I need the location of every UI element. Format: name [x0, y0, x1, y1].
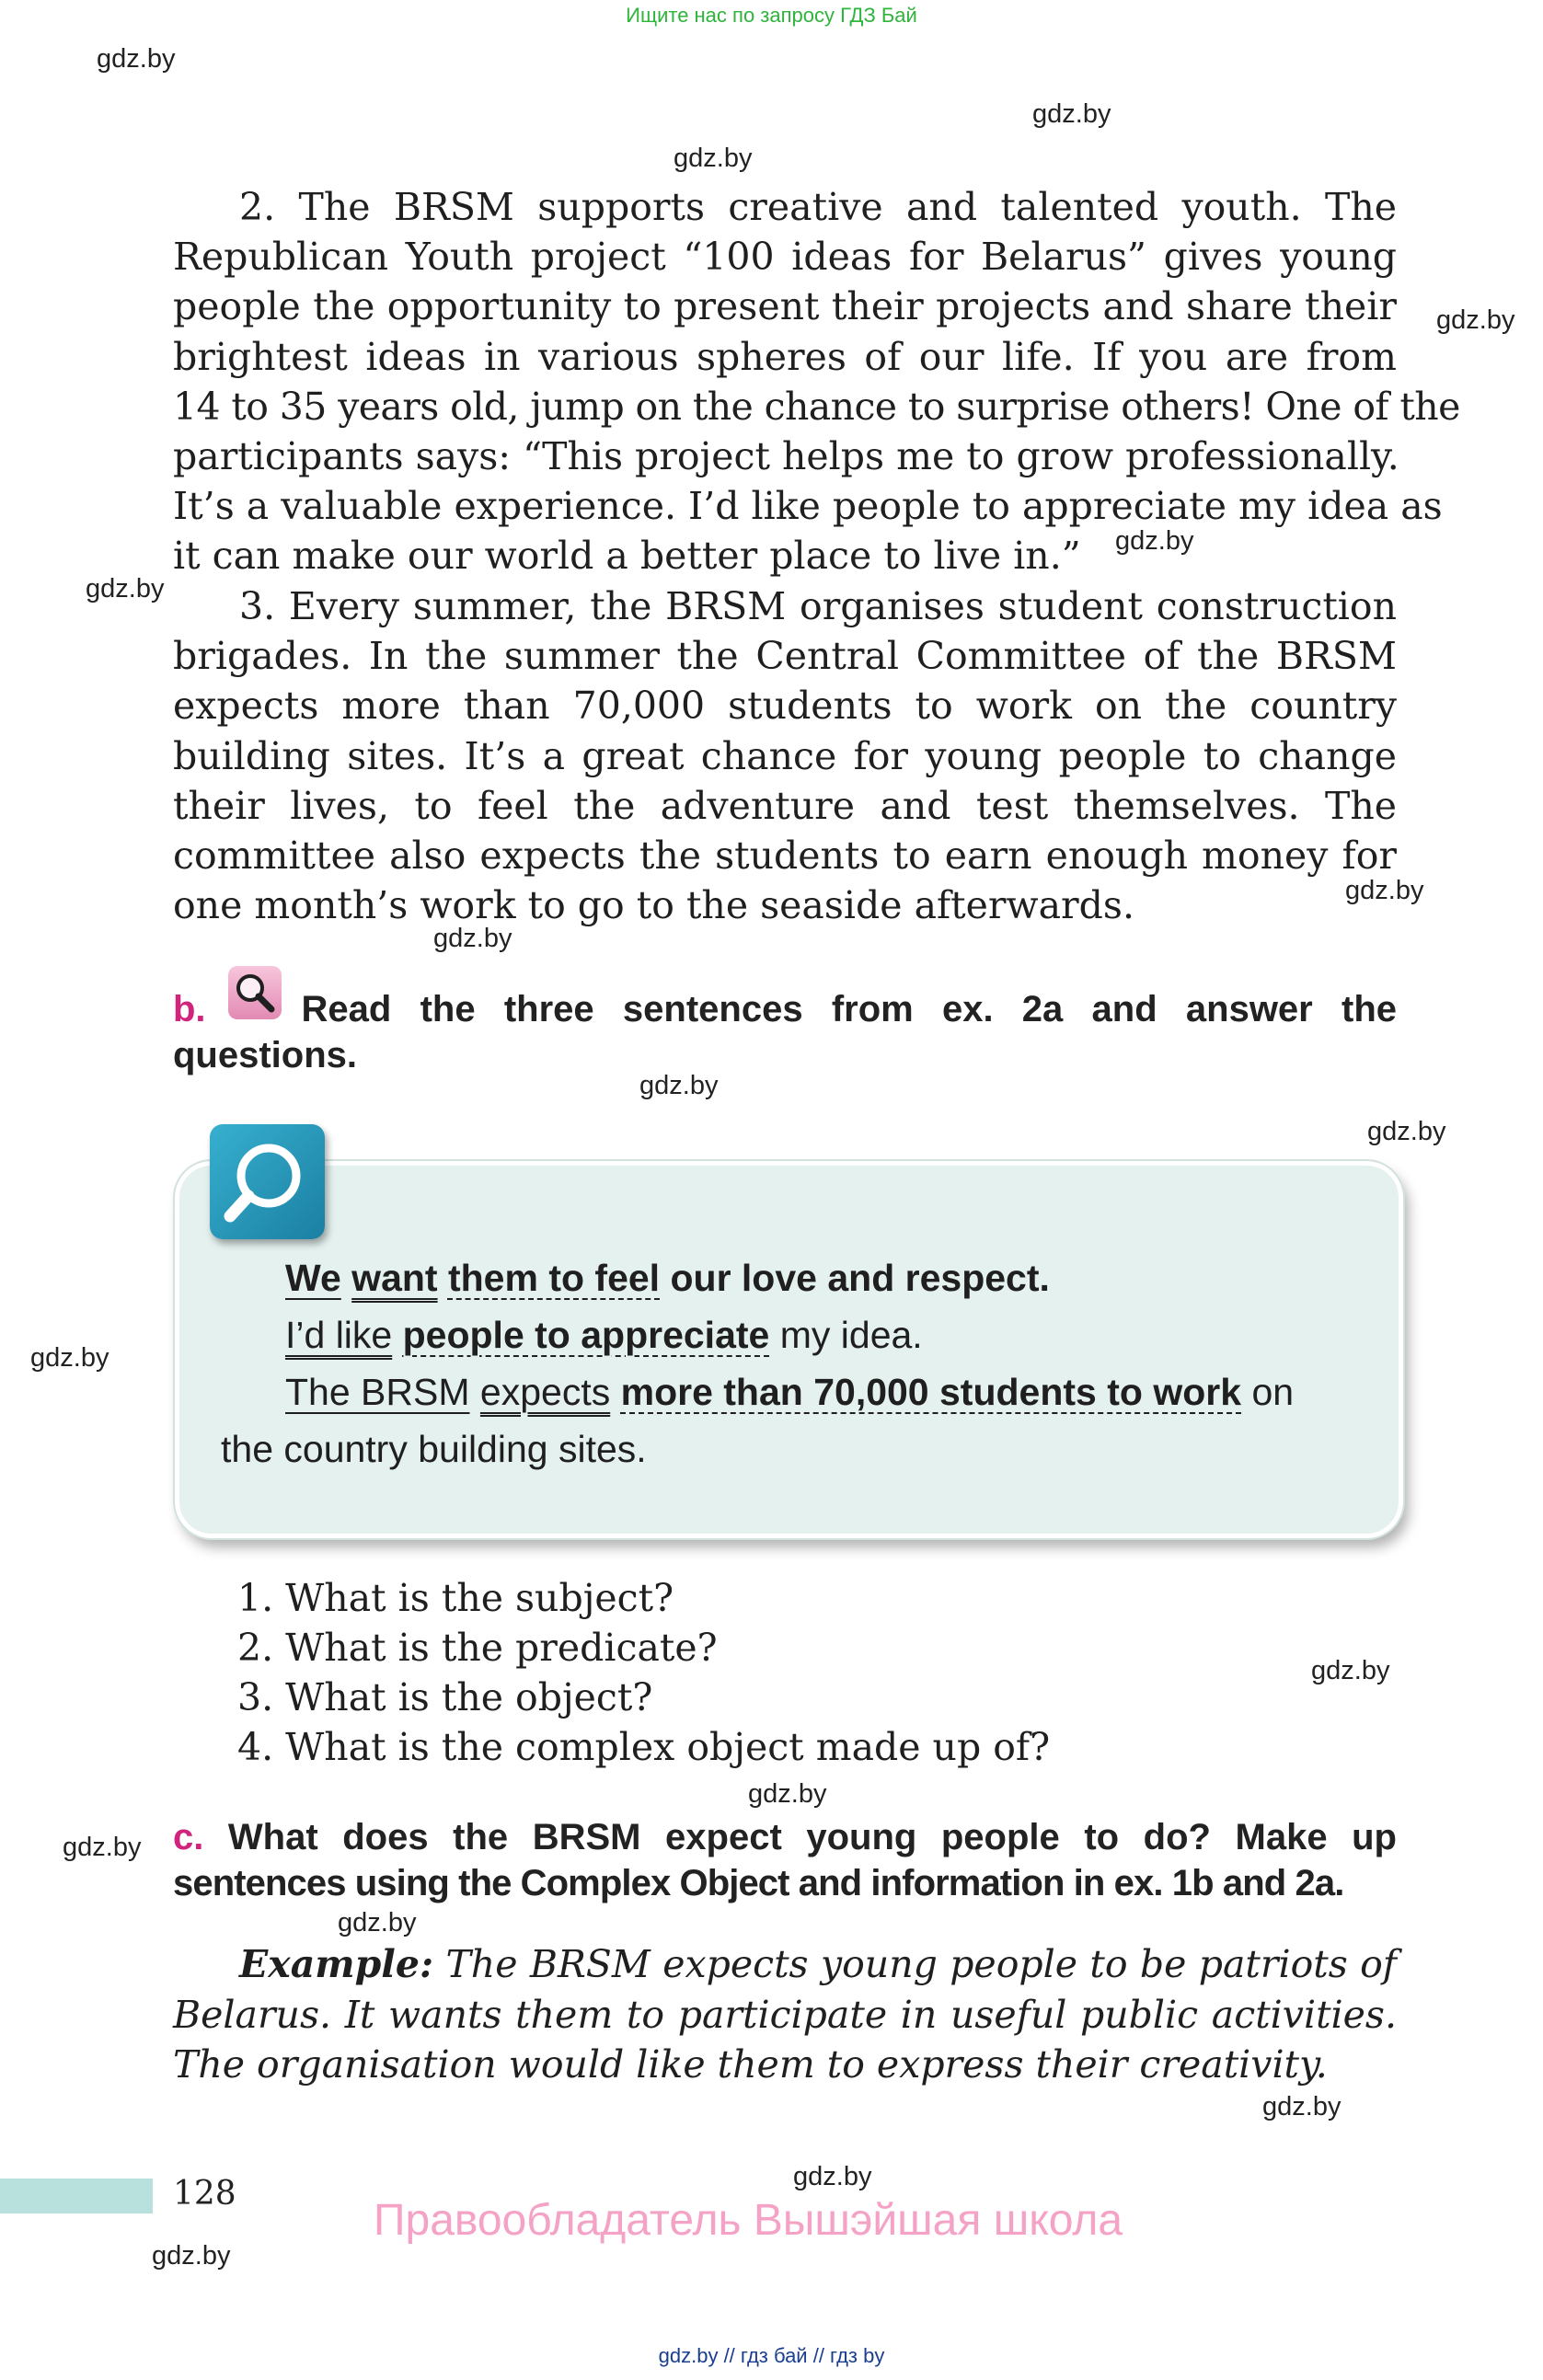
- object: them to feel: [447, 1257, 661, 1299]
- text-line: brigades. In the summer the Central Committee of the BRSM: [173, 634, 1397, 679]
- example-text: The BRSM expects young people to be patriots of: [445, 1942, 1397, 1986]
- task-b-line: questions.: [173, 1035, 358, 1075]
- task-b: [173, 986, 1397, 1078]
- rule-sentence-3-cont: the country building sites.: [221, 1428, 647, 1470]
- question-2: 2. What is the predicate?: [237, 1626, 718, 1670]
- watermark: gdz.by: [748, 1779, 827, 1809]
- predicate: want: [351, 1257, 438, 1299]
- example-line: [173, 1939, 1397, 1990]
- task-c-text: What does the BRSM expect young people to do? Make up: [227, 1817, 1397, 1857]
- task-b-text: Read the three sentences from ex. 2a and answer the: [301, 989, 1397, 1029]
- sentence-rest: our love and respect.: [670, 1257, 1050, 1299]
- example-line: Belarus. It wants them to participate in useful public activities.: [173, 1992, 1397, 2037]
- watermark: gdz.by: [674, 144, 753, 173]
- text-line: committee also expects the students to earn enough money for: [173, 833, 1397, 878]
- task-letter: b.: [173, 989, 206, 1029]
- sentence-rest: my idea.: [779, 1314, 923, 1356]
- watermark: gdz.by: [639, 1071, 719, 1100]
- subject: The BRSM: [285, 1371, 470, 1413]
- watermark: gdz.by: [1311, 1656, 1390, 1685]
- watermark: gdz.by: [1262, 2092, 1341, 2121]
- watermark: gdz.by: [1436, 305, 1515, 335]
- rule-sentence-3: [285, 1363, 1294, 1420]
- watermark: gdz.by: [30, 1343, 109, 1373]
- watermark: gdz.by: [63, 1833, 142, 1862]
- task-c: [173, 1814, 1397, 1906]
- page-number-bar: [0, 2179, 153, 2213]
- text-line: building sites. It’s a great chance for young people to change: [173, 733, 1397, 778]
- task-letter: c.: [173, 1817, 204, 1857]
- text-line: 14 to 35 years old, jump on the chance to surprise others! One of the: [173, 384, 1460, 429]
- predicate: expects: [479, 1371, 611, 1413]
- subject: We: [285, 1257, 341, 1299]
- page-number: 128: [173, 2175, 236, 2213]
- question-4: 4. What is the complex object made up of?: [237, 1725, 1051, 1769]
- watermark: gdz.by: [97, 44, 176, 74]
- watermark: gdz.by: [433, 924, 512, 953]
- magnifier-icon: [210, 1124, 325, 1239]
- sentence-rest: on: [1251, 1371, 1295, 1413]
- watermark: gdz.by: [338, 1908, 417, 1937]
- text-line: 3. Every summer, the BRSM organises student construction: [239, 584, 1397, 628]
- text-line: 2. The BRSM supports creative and talented youth. The: [239, 185, 1397, 229]
- rule-sentence-2: [285, 1306, 923, 1363]
- watermark: gdz.by: [793, 2162, 872, 2191]
- example: [173, 1939, 1397, 2090]
- example-line: The organisation would like them to express their creativity.: [173, 2042, 1328, 2087]
- watermark: gdz.by: [1345, 876, 1424, 905]
- object: people to appreciate: [402, 1314, 770, 1356]
- text-line: it can make our world a better place to live in.”: [173, 534, 1081, 579]
- watermark: gdz.by: [1367, 1117, 1446, 1146]
- question-1: 1. What is the subject?: [237, 1576, 674, 1620]
- rule-sentence-1: [285, 1249, 1050, 1306]
- example-label: Example:: [239, 1942, 434, 1986]
- watermark: gdz.by: [86, 574, 165, 604]
- task-b-line: [173, 986, 1397, 1032]
- copyright-notice: Правообладатель Вышэйшая школа: [374, 2196, 1123, 2245]
- question-3: 3. What is the object?: [237, 1675, 653, 1719]
- text-line: It’s a valuable experience. I’d like people to appreciate my idea as: [173, 484, 1443, 529]
- text-line: one month’s work to go to the seaside afterwards.: [173, 883, 1134, 928]
- paragraph-2: [173, 182, 1460, 581]
- object: more than 70,000 students to work: [620, 1371, 1242, 1413]
- text-line: their lives, to feel the adventure and test themselves. The: [173, 783, 1397, 828]
- text-line: participants says: “This project helps me to grow professionally.: [173, 433, 1399, 478]
- task-c-line: sentences using the Complex Object and information in ex. 1b and 2a.: [173, 1863, 1344, 1903]
- top-banner[interactable]: Ищите нас по запросу ГДЗ Бай: [626, 4, 917, 27]
- watermark: gdz.by: [1032, 99, 1111, 129]
- watermark: gdz.by: [152, 2241, 231, 2271]
- text-line: expects more than 70,000 students to work on the country: [173, 684, 1397, 729]
- predicate: I’d like: [285, 1314, 393, 1356]
- watermark: gdz.by: [1115, 526, 1194, 556]
- text-line: brightest ideas in various spheres of our life. If you are from: [173, 334, 1397, 379]
- text-line: Republican Youth project “100 ideas for Belarus” gives young: [173, 235, 1397, 280]
- bottom-banner[interactable]: gdz.by // гдз бай // гдз by: [658, 2344, 885, 2367]
- text-line: people the opportunity to present their projects and share their: [173, 284, 1397, 329]
- paragraph-3: [173, 581, 1397, 930]
- task-c-line: [173, 1814, 1397, 1860]
